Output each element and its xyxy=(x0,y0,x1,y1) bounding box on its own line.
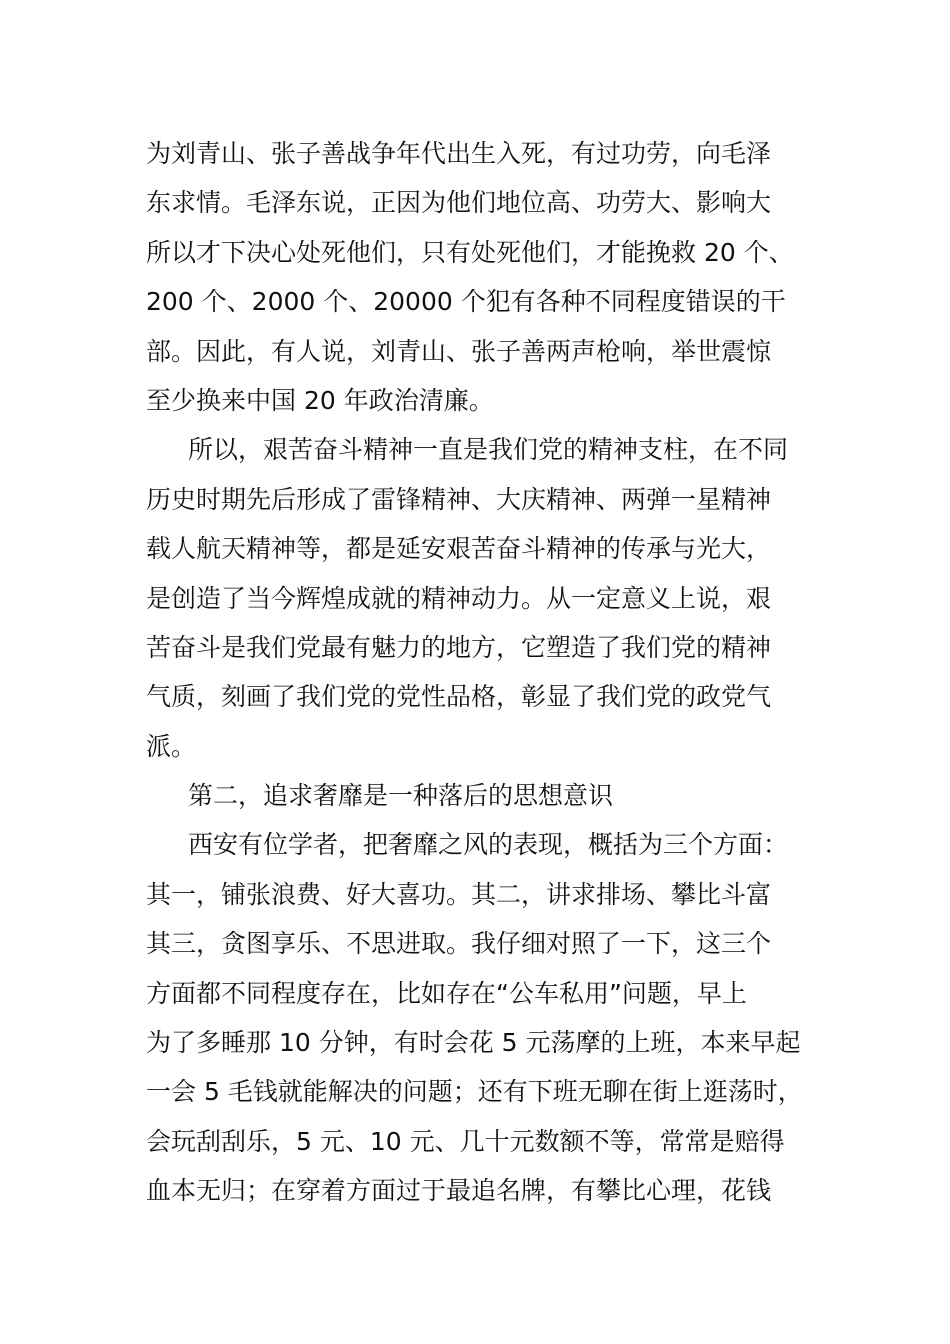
text-line: 为了多睡那 10 分钟，有时会花 5 元荡摩的上班，本来早起 xyxy=(146,1028,801,1058)
text-line: 一会 5 毛钱就能解决的问题；还有下班无聊在街上逛荡时， xyxy=(146,1077,803,1107)
text-line: 部。因此，有人说，刘青山、张子善两声枪响，举世震惊 xyxy=(146,336,772,366)
section-heading: 第二，追求奢靡是一种落后的思想意识 xyxy=(188,781,614,811)
text-line: 至少换来中国 20 年政治清廉。 xyxy=(146,385,494,415)
text-line: 为刘青山、张子善战争年代出生入死，有过功劳，向毛泽 xyxy=(146,139,772,168)
body-text xyxy=(146,129,826,1216)
text-line: 东求情。毛泽东说，正因为他们地位高、功劳大、影响大 xyxy=(146,188,772,218)
text-line: 所以才下决心处死他们，只有处死他们，才能挽救 20 个、 xyxy=(146,237,794,267)
text-line: 气质，刻画了我们党的党性品格，彰显了我们党的政党气 xyxy=(146,682,772,712)
text-line: 派。 xyxy=(146,731,197,761)
text-line: 方面都不同程度存在，比如存在“公车私用”问题，早上 xyxy=(146,978,747,1008)
text-line: 会玩刮刮乐，5 元、10 元、几十元数额不等，常常是赔得 xyxy=(146,1126,785,1156)
text-line: 是创造了当今辉煌成就的精神动力。从一定意义上说，艰 xyxy=(146,583,772,613)
text-line: 血本无归；在穿着方面过于最追名牌，有攀比心理，花钱 xyxy=(146,1176,772,1206)
text-line: 苦奋斗是我们党最有魅力的地方，它塑造了我们党的精神 xyxy=(146,632,772,662)
paragraph-first-line: 所以，艰苦奋斗精神一直是我们党的精神支柱，在不同 xyxy=(188,435,789,465)
text-line: 其三，贪图享乐、不思进取。我仔细对照了一下，这三个 xyxy=(146,929,772,959)
paragraph-first-line: 西安有位学者，把奢靡之风的表现，概括为三个方面： xyxy=(188,830,789,860)
text-line: 历史时期先后形成了雷锋精神、大庆精神、两弹一星精神 xyxy=(146,484,772,514)
text-line: 其一，铺张浪费、好大喜功。其二，讲求排场、攀比斗富 xyxy=(146,879,772,909)
text-line: 200 个、2000 个、20000 个犯有各种不同程度错误的干 xyxy=(146,287,786,317)
text-line: 载人航天精神等，都是延安艰苦奋斗精神的传承与光大， xyxy=(146,534,772,564)
